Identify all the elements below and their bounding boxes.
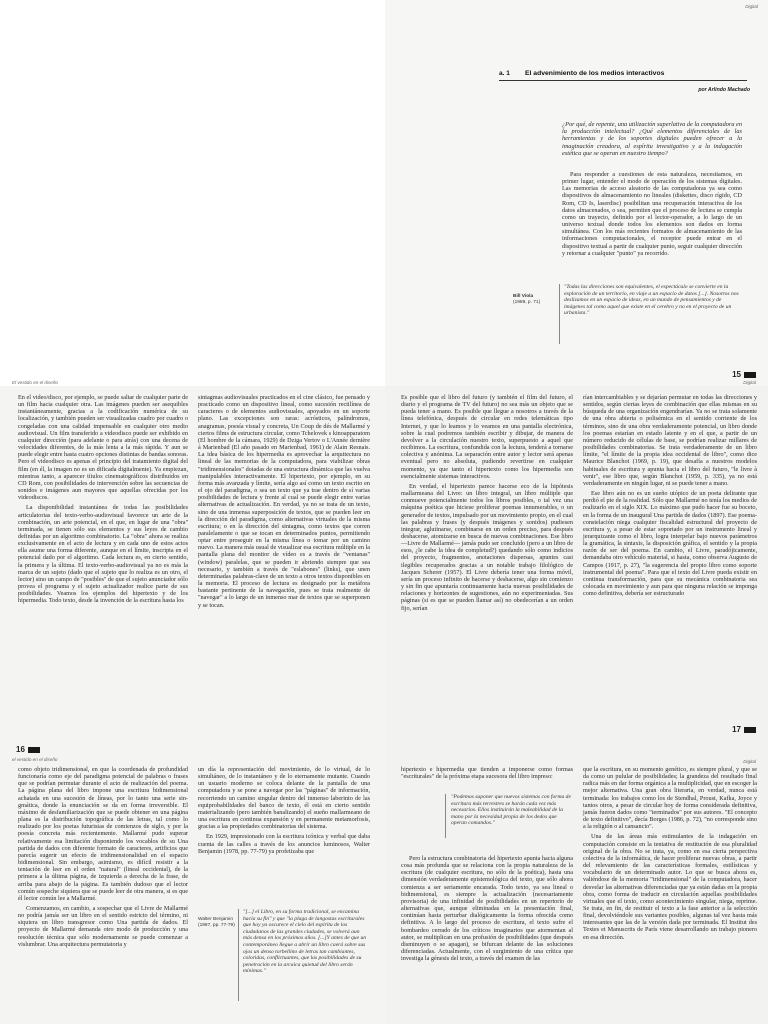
column-1 [18, 394, 188, 608]
page-18 [0, 757, 385, 1024]
page-17 [385, 380, 768, 763]
paragraph: un día la representación del movimiento, de lo virtual, de lo simultáneo, de lo instantáneo y de lo eternamente mutante. Cuando un usuario moderno se coloca delante de la pantalla de una computadora y se pone a navegar por las "páginas" de información, recorriendo un camino singular dentro del inmenso laberinto de las equiprobabilidades del banco de texto, él está en cierto sentido materializando (pero también banalizando) el sueño mallarmeano de una escritura en continua expansión y en permanente metamorfosis, gracias a las propiedades combinatorias del sistema. [198, 766, 370, 831]
epigraph-ref: (1988, p. 71) [513, 299, 541, 305]
paragraph: Pero la estructura combinatoria del hipertexto apunta hacia alguna cosa más profunda que se relaciona con la propia naturaleza de la escritura (de cualquier escritura, no sólo de la poética), hasta una dimensión verdaderamente epistemológica del texto, que sólo ahora comienza a ser seriamente encarada. Todo texto, ya sea lineal o bidimensional, es siempre la actualización (necesariamente provisoria) de una infinidad de posibilidades en un repertorio de alternativas que, aunque eliminadas en la presentación final, continúan hasta perturbar dialógicamente la forma ofrecida como definitiva. A lo largo del proceso de escritura, el texto sufre el bombardeo cerrado de los críticos imaginarios que atormentan al autor, se multiplican en una profusión de posibilidades (que después disminuyen o se apagan), se bifurcan delante de las soluciones diferenciadas. Actualmente, con el surgimiento de una crítica que investiga la génesis del texto, a través del examen de las [401, 855, 573, 963]
body-column [562, 171, 742, 260]
paragraph: Una de las áreas más estimulantes de la indagación en computación consiste en la tentativa de restitución de esa pluralidad original de la obra. No se trata, ya, como en esa cierta perspectiva colectiva de la informática, de hacer proliferar nuevas obras, a partir del relevamiento de las características formales, estilísticas y vocabulario de un determinado autor. Lo que se busca ahora es, valiéndose de la memoria "tridimensional" de la computadora, hacer desvelar las alternativas diferenciadas que ya están dadas en la propia obra, como forma de traducir en circulación aquellas posibilidades virtuales que el texto, como acontecimiento singular, niega, reprime. Se trata, en fin, de restituir el texto a la fase anterior a la selección final, devolviéndole sus variantes posibles, algunas tal vez hasta más interesantes que las de la versión dada por terminada. El Institut des Textes et Manuscrits de París viene desarrollando un trabajo pionero en esa dirección. [583, 833, 757, 941]
lead-paragraph: ¿Por qué, de repente, una utilización superlativa de la computadora en la producción intelectual? ¿Qué elementos diferenciales de las herramientas y de los soportes digitales pueden ofrecer a la imaginación creadora, al espíritu investigativo y a la indagación estética que se operan en nuestro tiempo? [562, 121, 742, 157]
running-head: El vestido en el diseño [12, 380, 58, 385]
quote-rule [238, 909, 239, 1001]
paragraph: En verdad, el hipertexto parece hacerse eco de la hipótesis mallarmeana del Livre: un libro integral, un libro múltiple que conmueve potencialmente todos los libros posibles, o tal vez una máquina poética que hiciese proliferar poemas innumerables, o un generador de textos, impulsado por un movimiento propio, en el cual las palabras y frases (y después imágenes y sonidos) pudiesen integrar, aglutinarse, combinarse en un orden preciso, para después deshacerse, atomizarse en busca de nuevas combinaciones. Ese libro —Livre de Mallarmé— jamás pudo ser concluido (pero a un libro de esos, ¿le cabe la idea de completud?) quedando sólo como indicios del proyecto, fragmentos, anotaciones dispersas, apuntes casi ilegibles recuperados gracias a un notable trabajo filológico de Jacques Scherer (1957). El Livre debería tener una forma móvil, sería un proceso infinito de hacerse y deshacerse, algo sin comienzo y sin fin que apuntaría continuamente hacia nuevas posibilidades de relaciones y horizontes de sugestiones, aún no experimentadas. Sus páginas (si es que se pueden llamar así) no obedecerían a un orden fijo, serían [401, 482, 573, 612]
paragraph: que la escritura, en su momento genético, es siempre plural, y que se da como un pulular de posibilidades; la grandeza del resultado final radica más en dar forma orgánica a la multiplicidad, que en escoger la mejor alternativa. Una gran obra literaria, en verdad, nunca está terminada: los trabajos como los de Stendhal, Proust, Kafka, Joyce y tantos otros, a pesar de circular hoy de forma considerada definitiva, jamás fueron dados como "terminados" por sus autores. "El concepto de texto definitivo", decía Borges (1986, p. 72), "no corresponde sino a la religión o al cansancio". [583, 766, 757, 831]
column-1 [18, 766, 188, 951]
column-2 [198, 766, 370, 858]
column-2 [198, 394, 370, 612]
paragraph: hipertexto e hipermedia que tienden a imponerse como formas "escriturales" de la próxima etapa sucesora del libro impreso: [401, 766, 573, 781]
page-number-17: 17 [732, 725, 756, 734]
page-number-16: 16 [16, 745, 40, 754]
epigraph-author: Walter Benjamin [198, 917, 234, 922]
epigraph-quote: "Todas las direcciones son equivalentes, el espectáculo se convierte en la exploración de un territorio, en viaje a un espacio de datos [...]. Nosotros nos deslizamos en un espacio de ideas, en un mundo de pensamientos y de imágenes tal como aquel que existe en el cerebro y no en el proyecto de un urbanista." [564, 284, 739, 317]
epigraph-citation [198, 917, 236, 929]
byline: por Arlindo Machado [698, 87, 750, 93]
quote-rule [559, 284, 560, 344]
page-19 [385, 759, 768, 1024]
column-1 [401, 394, 573, 615]
paragraph: Comenzamos, en cambio, a sospechar que el Livre de Mallarmé no podría jamás ser un libro en el sentido estricto del término, ni siquiera un libro transgresor como Una partida de dados. El proyecto de Mallarmé demanda otro modo de producción y una resolución técnica que sólo modernamente se puede comenzar a vislumbrar. Una arquitectura permutatoria y [18, 904, 188, 948]
section-number: a. 1 [499, 70, 510, 77]
running-head: el vestido en el diseño [12, 757, 58, 762]
paragraph: En el video/disco, por ejemplo, se puede saltar de cualquier parte de un film hacia cualquier otra. Las imágenes pueden ser asequibles instantáneamente, gracias a la codificación numérica de su localización, y también pueden ser visualizadas cuadro por cuadro o congeladas con una calidad impensable en cualquier otro medio audiovisual. Un film transferido a videodisco puede ser exhibido en cualquier dirección (para adelante o para atrás) con una decena de velocidades diferentes, de la más lenta a la más rápida. Y aun se puede elegir entre hasta cuatro opciones distintas de bandas sonoras. Pero el videodisco es apenas el principio del tratamiento digital del film (en él, la imagen no es un dificada digitalmente). Ya empiezan, mientras tanto, a aparecer títulos cinematográficos distribuidos en CD Rom, con posibilidades de intervención sobre las secuencias de sonidos e imágenes aun mayores que aquellas ofrecidas por los videodiscos. [18, 394, 188, 502]
column-2 [583, 394, 757, 600]
epigraph-quote: "[...] el Libro, en su forma tradicional, se encamina hacia su fin" y que "la plaga de langostas escriturales que hoy ya oscurece el cielo del espíritu de los ciudadanos de las grandes ciudades, se volverá aun más densa en los próximos años. [...]Y antes de que un contemporáneo llegue a abrir un libro caerá sobre sus ojos un denso torbellino de letras tan cambiantes, coloridas, conflictuantes, que las posibilidades de su penetración en la arcaica quietud del libro serán mínimas." [243, 909, 367, 975]
column-1 [401, 855, 573, 965]
column-1-intro [401, 766, 573, 783]
epigraph-quote: "Podemos suponer que nuevos sistemas con forma de escritura más terrestres se harán cada vez más necesarios. Ellos instituirán la maleabilidad de la mano por la necesidad propia de los dedos que operan comandos." [451, 794, 571, 827]
paragraph: rían intercambiables y se dejarían permutar en todas las direcciones y sentidos, según ciertas leyes de combinación que ellas mismas en su búsqueda de una organización engendrarían. Ya no se trata solamente de una obra abierta o polisémica en el sentido corriente de los términos, sino de una obra verdaderamente potencial, un libro donde los poemas estarían en estado latente y en el que, a partir de un número reducido de células de base, se podrían realizar millares de posibilidades combinatorias. Se trata verdaderamente de un libro límite, "el límite de la propia idea occidental de libro", como dice Maurice Blanchot (1969, p. 19), que desafía a nuestros modelos habituales de escritura y apunta hacia el libro del futuro, "le livre à venir", ese libro que, según Blanchot (1959, p. 335), ya no está verdaderamente en ningún lugar, ni se puede tener a mano. [583, 394, 757, 487]
paragraph: En 1929, impresionado con la escritura icónica y verbal que daba cuenta de las calles a través de los anuncios luminosos, Walter Benjamin (1978, pp. 77-79) ya profetizaba que [198, 833, 370, 855]
page-15 [385, 0, 768, 386]
epigraph-author: Bill Viola [513, 294, 534, 299]
running-head-digital: Digital [743, 380, 756, 385]
paragraph: La disponibilidad instantánea de todas las posibilidades articulatorias del texto-verbo-audiovisual favorece un arte de la combinación, un arte potencial, en el que, en lugar de una "obra" terminada, se tienen sólo sus elementos y sus leyes de cambio definidas por un algoritmo combinatorio. La "obra" ahora se realiza exclusivamente en el acto de lectura y en cada uno de estos actos ella asume una forma diferente, aunque en el límite, inscripta en el potencial dado por el algoritmo. Cada lectura es, en cierto sentido, la primera y la última. El texto-verbo-audiovisual ya no es más la marca de un sujeto (dado que el sujeto que lo realiza es un otro, el lector) sino un campo de "posibles" de que el sujeto anunciador sólo provea el programa y el sujeto actualizador realice parte de sus posibilidades. Veamos los ejemplos del hipertexto y de los hipermedia. Todo texto, desde la invención de la escritura hasta los [18, 504, 188, 605]
paragraph: Ese libro aún no es un sueño utópico de un poeta delirante que perdió el pie de la realidad. Sólo que Mallarmé no tenía los medios de realizarlo en el siglo XIX. Lo máximo que pudo hacer fue su boceto, en la forma de un inaugural Una partida de dados (1897). Ese poema-constelación niega cualquier fiscalidad estructural del proyecto de escritura y, a pesar de estar soportado por un instrumento lineal y jerarquizante como el libro, logra interpelar bajo nuevos parámetros la gramática, la sintaxis, la disposición gráfica, el sentido y la propia razón de ser del poema. En cambio, el Livre, paradójicamente, demandaba otro vehículo material, si hasta, como observa Augusto de Campos (1917, p. 27), "la sugerencia del propio libro como soporte instrumental del poema". Para que el texto del Livre pueda existir en continua transformación, para que su mecánica combinatoria sea colocada en movimiento y aun para que ninguna relación se imponga como definitiva, debería ser estructurado [583, 490, 757, 598]
page-16 [0, 380, 385, 763]
running-head-digital: Digital [743, 759, 756, 764]
paragraph: Es posible que el libro del futuro (y también el film del futuro, el diario y el programa de TV del futuro) no sea más un objeto que se pueda tener a mano. Es posible que llegue a nosotros a través de la línea telefónica, después de circular en redes telemáticas tipo Internet, y que lo leamos y lo veamos en una pantalla electrónica, sobre la cual podremos también escribir y dibujar, de manera de devolver a la circulación nuestro texto, superpuesto a aquel que recibimos. La escritura, confundida con la lectura, tenderá a tornarse colectiva y anónima. La separación entre autor y lector será apenas eventual pero no absoluta, pudiendo revertirse en cualquier momento, ya que tanto el hipertexto como los hipermedia son esencialmente sistemas interactivos. [401, 394, 573, 480]
paragraph: Para responder a cuestiones de esta naturaleza, necesitamos, en primer lugar, entender el modo de operación de los sistemas digitales. Las memorias de acceso aleatorio de las computadoras ya sea como dispositivos de almacenamiento no lineales (diskettes, disco rígido, CD Rom, CD Is, laserdisc) posibilitan una recuperación interactiva de los datos almacenados, o sea, permiten que el proceso de lectura se cumpla como un trayecto, definido por el lector-operador, a lo largo de un universo textual donde todos los elementos son dados en forma simultánea. Con los más recientes formatos de almacenamiento de las informaciones computacionales, el receptor puede entrar en el dispositivo textual a partir de cualquier punto, seguir cualquier dirección y retornar a cualquier "punto" ya recorrido. [562, 171, 742, 257]
page-number-15: 15 [732, 370, 756, 379]
folio-bar [744, 372, 756, 378]
folio-bar [744, 727, 756, 733]
section-title: El advenimiento de los medios interactivos [525, 70, 665, 77]
quote-rule [445, 794, 446, 838]
paragraph: sintagmas audiovisuales practicados en el cine clásico, fue pensado y practicado como un dispositivo lineal, como sucesión rectilínea de caracteres o de elementos audiovisuales, apoyados en un soporte plano. Las excepciones son raras: acrósticos, palíndromos, anagramas, poesía visual y concreta, Un Coup de dés de Mallarmé y ciertos films de estructura circular, como Tchelovek s kinoapparatom (El hombre de la cámara, 1929) de Dziga Vertov o L'Année dernière à Marienbad (El año pasado en Marienbad, 1961) de Alain Resnais. La idea básica de los hipermedia es aprovechar la arquitectura no lineal de las memorias de la computadora, para viabilizar obras "tridimensionales" dotadas de una estructura dinámica que las vuelva manipulables interactivamente. El hipertexto, por ejemplo, en su forma más avanzada y límite, sería algo así como un texto escrito en el ojo del paradigma, o sea un texto que ya trae dentro de sí varias posibilidades de lectura y frente al cual se puede elegir entre varias alternativas de actualización. En verdad, ya no se trata de un texto, sino de una inmensa superposición de textos, que se pueden leer en la dirección del paradigma, como alternativas virtuales de la misma escritura; o en la dirección del sintagma, como textos que corren paralelamente o que se tocan en determinados puntos, permitiendo optar entre proseguir en la misma línea o tomar por un camino nuevo. La manera más usual de visualizar esa escritura múltiple en la pantalla plana del monitor de vídeo es a través de "ventanas" (window) paralelas, que se pueden ir abriendo siempre que sea necesario, y también a través de "eslabones" (links), que unen determinadas palabras-clave de un texto a otros textos disponibles en la memoria. El proceso de lectura es designado por la metáfora bastante pertinente de la navegación, pues se trata realmente de "navegar" a lo largo de un inmenso mar de textos que se superponen y se tocan. [198, 394, 370, 609]
paragraph: como objeto tridimensional, en que la coordenada de profundidad funcionaría como eje del paradigma potencial de palabras o frases que se podrían permutar durante el acto de realización del poema. La página plana del libro impone una escritura bidimensional achatada en una sucesión de líneas, por lo tanto una serie sin- gmática, donde la enunciación se da en forma irreversible. El máximo de desfamiliarización que se puede obtener en una página plana es la distribución topográfica de las letras, tal como lo realizado por los poetas futuristas de comienzos de siglo, y por la poesía concreta más recientemente. Mallarmé pudo superar relativamente esa limitación disponiendo los vocablos de su Una partida de dados con diferente formato de caracteres, artificios que parecía sugerir un efecto de tridimensionalidad en el espacio bidimensional. Sin embargo, asimismo, es difícil resistir a la tentación de leer en el orden "natural" (lineal occidental), de la primera a la última página, de izquierda a derecha de la frase, de arriba para abajo de la página. Es también dudoso que el lector común sospeche siquiera que se puede leer de otra manera, si es que él lector común lee a Mallarmé. [18, 766, 188, 902]
epigraph-ref: (1987, pp. 77-79) [198, 922, 235, 928]
section-rule [499, 80, 747, 81]
folio-bar [28, 747, 40, 753]
epigraph-citation [513, 294, 559, 306]
running-head-digital: Digital [745, 4, 758, 9]
column-2 [583, 766, 757, 944]
